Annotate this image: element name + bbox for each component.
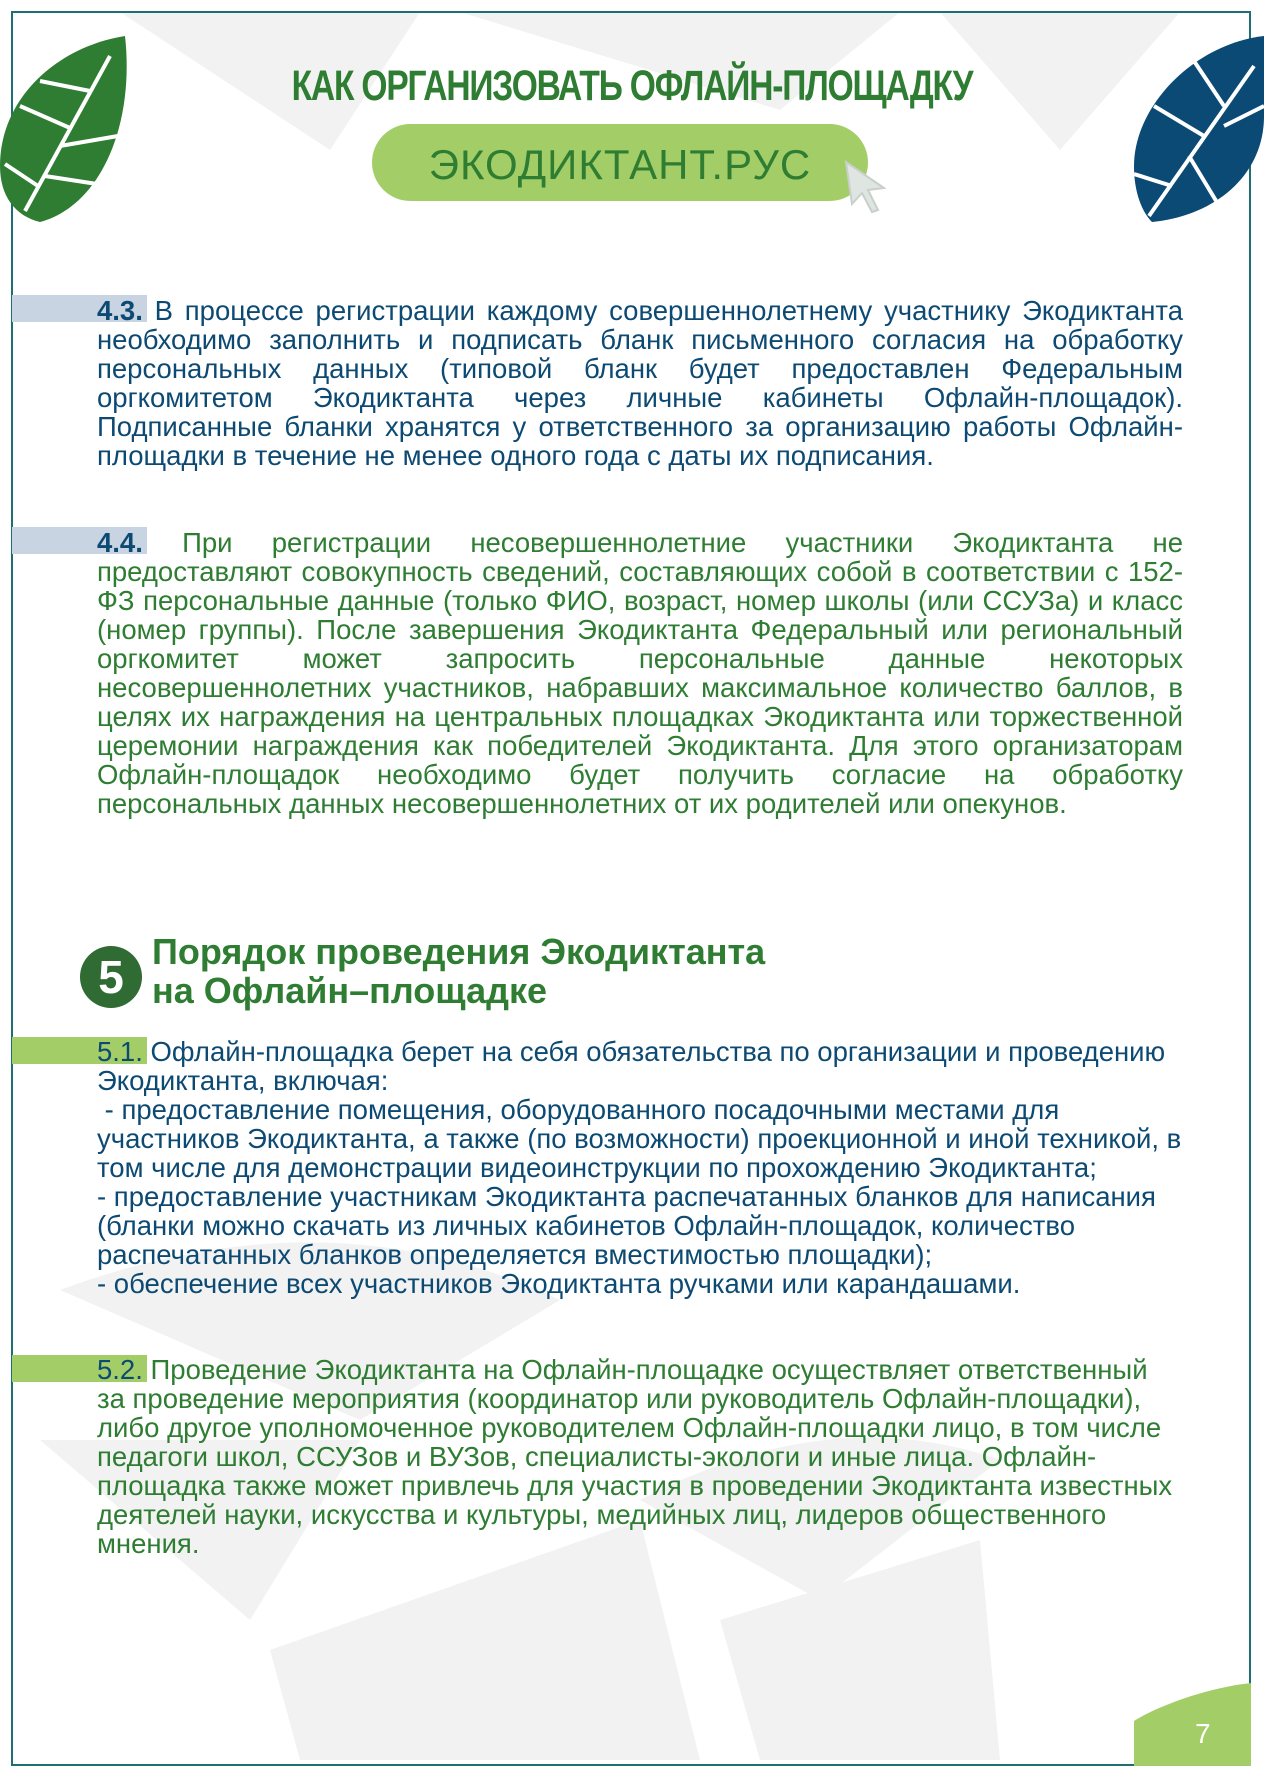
item-text: В процессе регистрации каждому совершеннолетнему участнику Экодиктанта необходимо заполнить и подписать бланк письменного согласия на обработку персональных данных (типовой бланк будет предоставлен Федеральным оргкомитетом Экодиктанта через личные кабинеты Офлайн-площадок). Подписанные бланки хранятся у ответственного за организацию работы Офлайн-площадки в течение не менее одного года с даты их подписания.: [97, 295, 1184, 471]
item-number: 5.1.: [97, 1036, 143, 1067]
page-number: 7: [1195, 1718, 1211, 1749]
section-heading: [152, 932, 765, 1010]
item-5-2: [97, 1355, 1183, 1558]
item-number: 5.2.: [97, 1354, 143, 1385]
section-heading-line: на Офлайн–площадке: [152, 970, 548, 1011]
item-number: 4.3.: [97, 295, 143, 326]
item-list-entry: - обеспечение всех участников Экодиктанта ручками или карандашами.: [97, 1268, 1021, 1299]
item-5-1: [97, 1036, 1189, 1299]
green-leaf-icon: [0, 36, 130, 222]
cursor-icon: [844, 160, 886, 214]
section-number-badge: 5: [80, 946, 142, 1008]
page-title: КАК ОРГАНИЗОВАТЬ ОФЛАЙН-ПЛОЩАДКУ: [291, 62, 973, 110]
item-text: Проведение Экодиктанта на Офлайн-площадке осуществляет ответственный за проведение мероприятия (координатор или руководитель Офлайн-площадки), либо другое уполномоченное руководителем Офлайн-площадки лицо, в том числе педагоги школ, ССУЗов и ВУЗов, специалисты-экологи и иные лица. Офлайн-площадка также может привлечь для участия в проведении Экодиктанта известных деятелей науки, искусства и культуры, медийных лиц, лидеров общественного мнения.: [97, 1354, 1173, 1559]
item-number: 4.4.: [97, 527, 143, 558]
item-list-entry: - предоставление помещения, оборудованного посадочными местами для участников Экодиктанта, а также (по возможности) проекционной и иной техникой, в том числе для демонстрации видеоинструкции по прохождению Экодиктанта;: [97, 1094, 1189, 1183]
item-text: Офлайн-площадка берет на себя обязательства по организации и проведению Экодиктанта, включая:: [97, 1036, 1166, 1096]
item-4-3: [97, 296, 1183, 470]
section-heading-line: Порядок проведения Экодиктанта: [152, 931, 766, 972]
item-text: При регистрации несовершеннолетние участники Экодиктанта не предоставляют совокупность сведений, составляющих собой в соответствии с 152-ФЗ персональные данные (только ФИО, возраст, номер школы (или ССУЗа) и класс (номер группы). После завершения Экодиктанта Федеральный или региональный оргкомитет может запросить персональные данные некоторых несовершеннолетних участников, набравших максимальное количество баллов, в целях их награждения на центральных площадках Экодиктанта или торжественной церемонии награждения как победителей Экодиктанта. Для этого организаторам Офлайн-площадок необходимо будет получить согласие на обработку персональных данных несовершеннолетних от их родителей или опекунов.: [97, 527, 1184, 819]
site-name-pill[interactable]: [372, 124, 868, 201]
item-4-4: [97, 528, 1183, 818]
blue-leaf-icon: [1134, 36, 1264, 222]
item-list-entry: - предоставление участникам Экодиктанта распечатанных бланков для написания (бланки можно скачать из личных кабинетов Офлайн-площадок, количество распечатанных бланков определяется вместимостью площадки);: [97, 1181, 1156, 1270]
site-name: ЭКОДИКТАНТ.РУС: [428, 141, 812, 188]
